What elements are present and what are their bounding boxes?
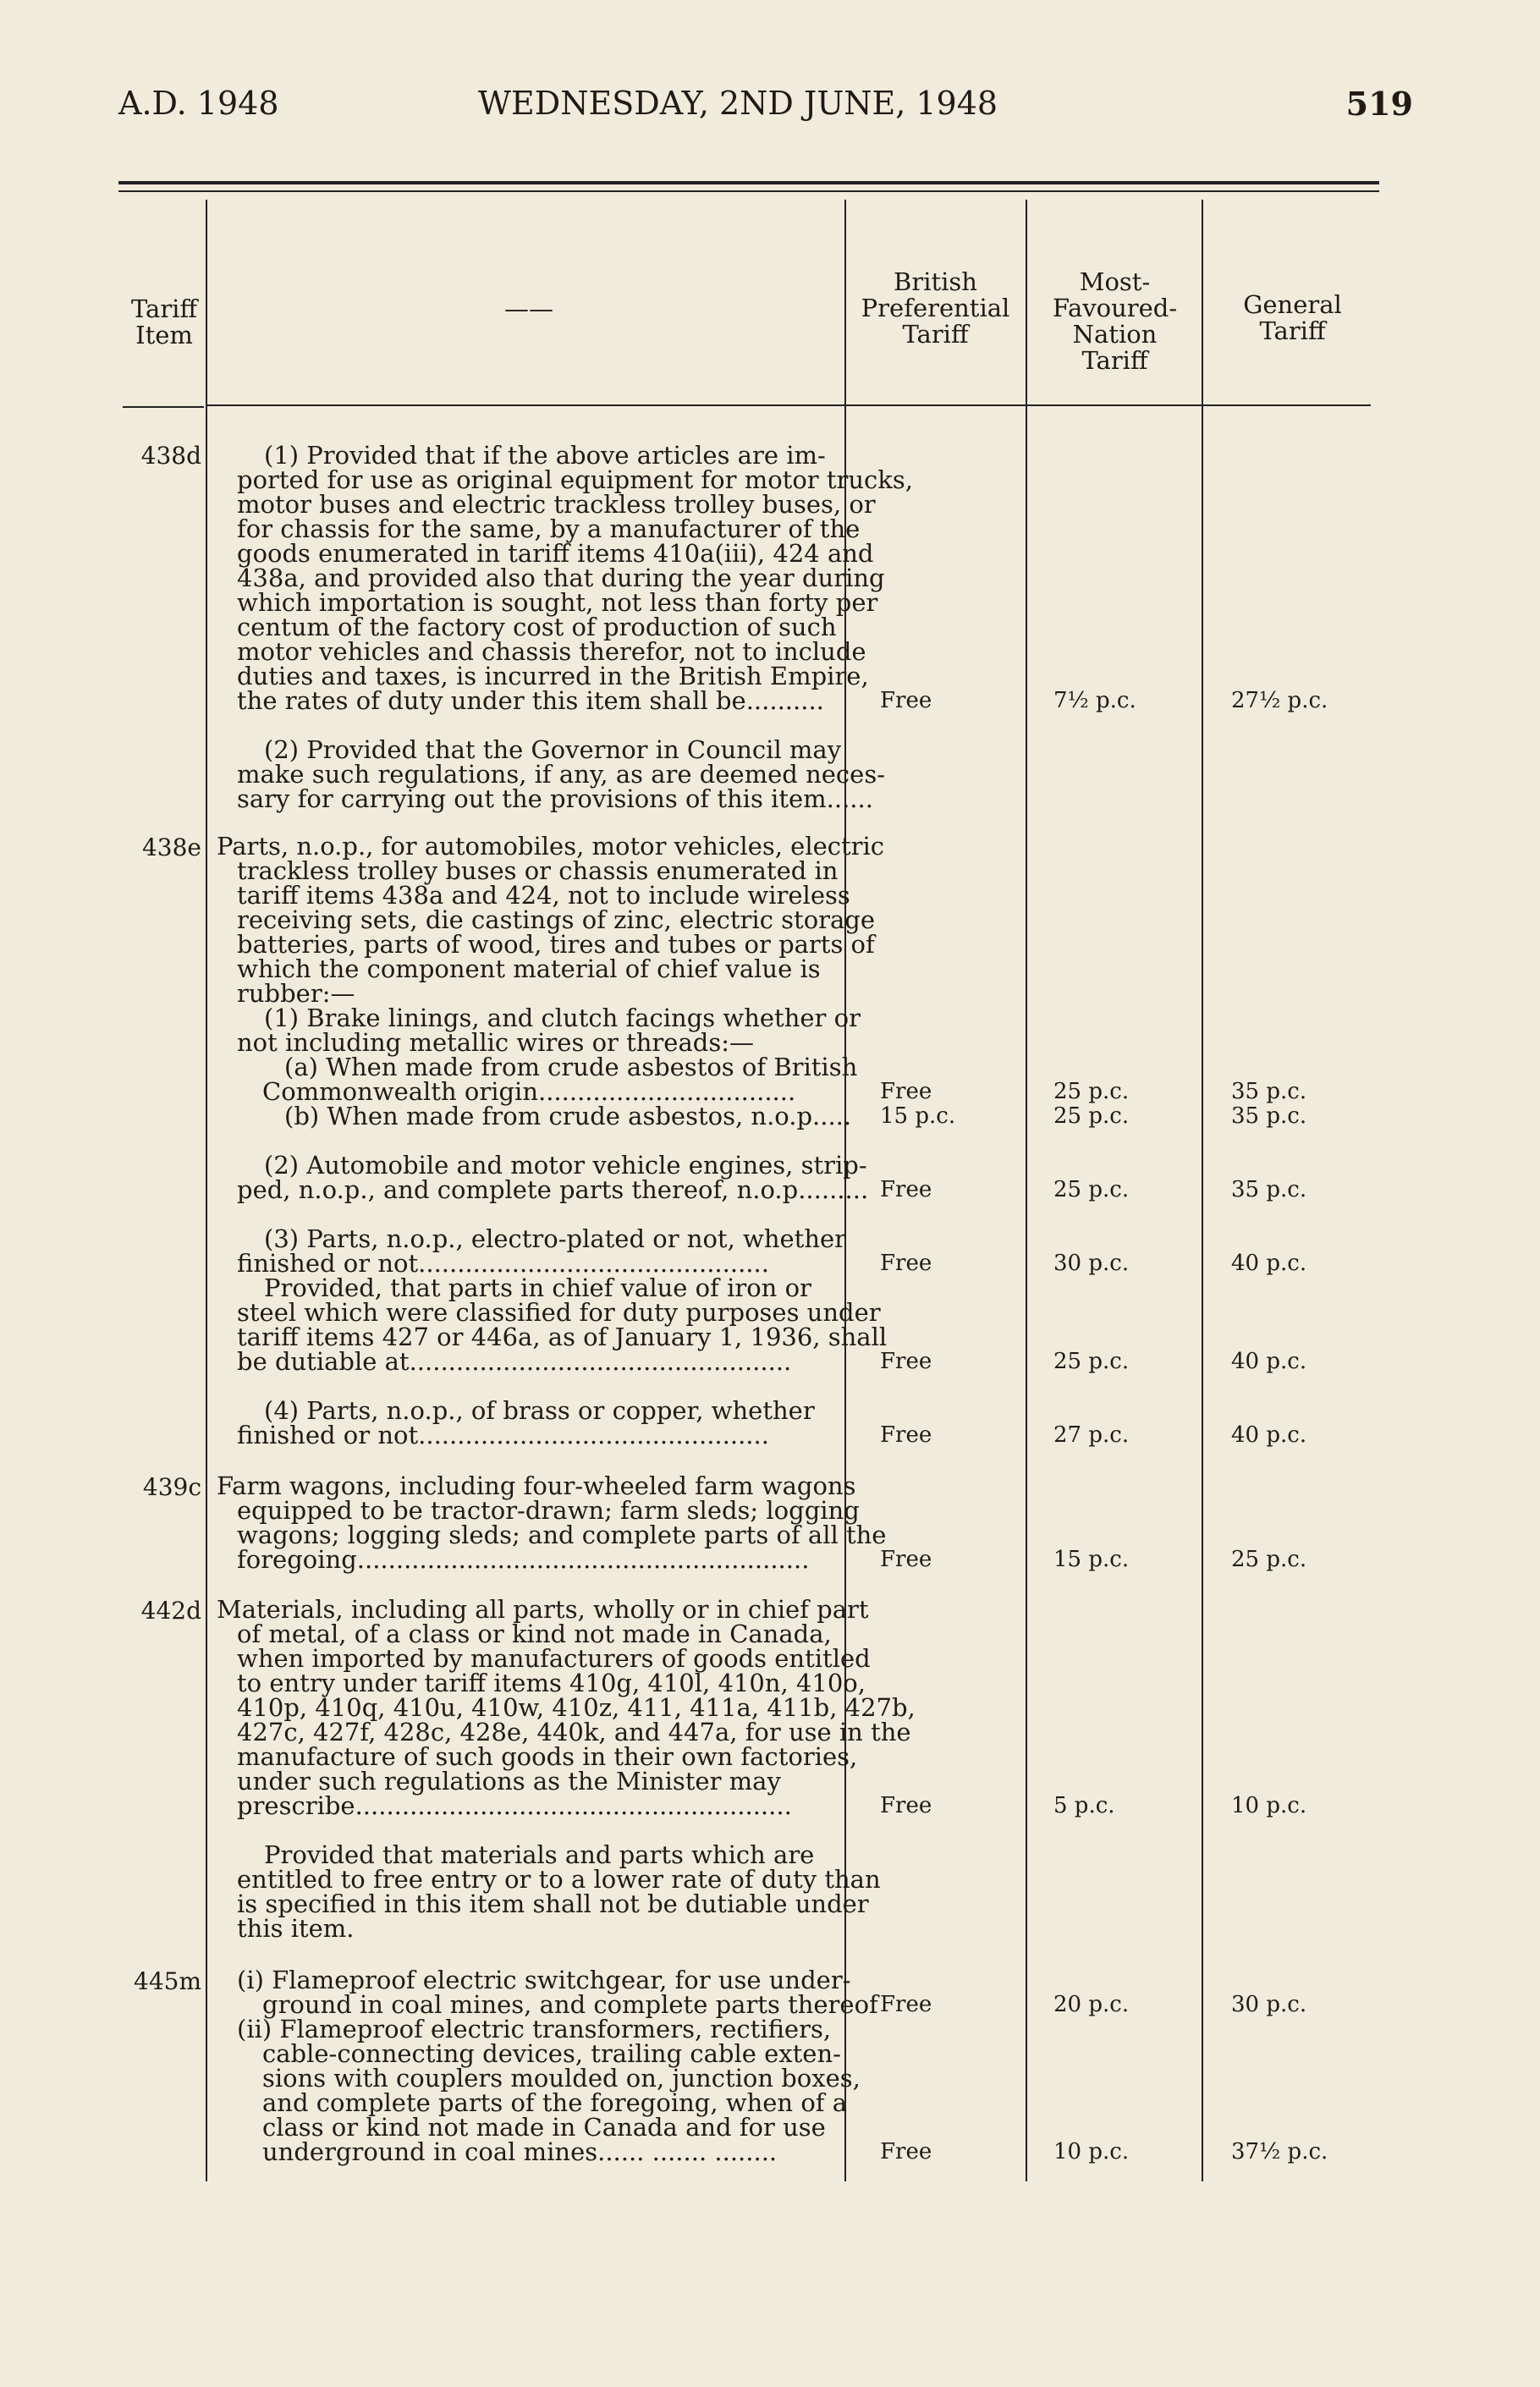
rate-general-445m-i: 30 p.c. <box>1231 1992 1307 2017</box>
page-header <box>118 85 1413 135</box>
rate-general-439c: 25 p.c. <box>1231 1547 1307 1572</box>
column-header-general: General Tariff <box>1243 290 1342 345</box>
rate-british-442d: Free <box>880 1793 932 1818</box>
rate-british-438e-a: Free <box>880 1079 932 1104</box>
rate-british-438e-4: Free <box>880 1422 932 1448</box>
line-438d-1: (1) Provided that if the above articles are im- <box>264 441 826 470</box>
line-438e-3: tariff items 438a and 424, not to include wireless <box>237 881 850 910</box>
line-438e-9: not including metallic wires or threads:— <box>237 1028 754 1057</box>
rate-general-438e-2: 35 p.c. <box>1231 1177 1307 1202</box>
column-header-description: —— <box>504 294 553 323</box>
line-445m-6: and complete parts of the foregoing, when of a <box>262 2088 848 2117</box>
line-438d-14: make such regulations, if any, as are deemed neces- <box>237 760 885 789</box>
line-438e-8: (1) Brake linings, and clutch facings whether or <box>264 1004 861 1032</box>
line-442d-9: prescribe........................................................ <box>237 1791 792 1820</box>
line-445m-2: ground in coal mines, and complete parts thereof <box>262 1990 878 2019</box>
page-number: 519 <box>1345 85 1413 123</box>
line-442d-8: under such regulations as the Minister may <box>237 1767 781 1796</box>
line-438e-4: receiving sets, die castings of zinc, electric storage <box>237 905 876 934</box>
line-438e-25: finished or not............................................. <box>237 1421 769 1449</box>
line-438d-11: the rates of duty under this item shall be.......... <box>237 686 824 715</box>
tariff-item-438e: 438e <box>141 833 201 861</box>
line-438e-17: (3) Parts, n.o.p., electro-plated or not, whether <box>264 1224 847 1253</box>
line-445m-3: (ii) Flameproof electric transformers, rectifiers, <box>237 2015 832 2043</box>
line-442d-2: of metal, of a class or kind not made in Canada, <box>237 1620 832 1648</box>
rate-mfn-438d: 7½ p.c. <box>1053 688 1136 713</box>
tariff-item-445m: 445m <box>134 1967 201 1995</box>
rate-british-445m-i: Free <box>880 1992 932 2017</box>
line-445m-7: class or kind not made in Canada and for use <box>262 2113 826 2142</box>
item-header-rule <box>123 406 204 408</box>
tariff-item-442d: 442d <box>140 1597 201 1625</box>
line-438d-2: ported for use as original equipment for motor trucks, <box>237 465 913 494</box>
line-438e-1: Parts, n.o.p., for automobiles, motor vehicles, electric <box>217 832 885 861</box>
line-442d-12: entitled to free entry or to a lower rate of duty than <box>237 1865 881 1894</box>
rate-british-438e-3: Free <box>880 1251 932 1276</box>
line-439c-4: foregoing.......................................................... <box>237 1545 810 1574</box>
line-438e-14: (2) Automobile and motor vehicle engines, strip- <box>264 1151 867 1180</box>
line-438e-11: Commonwealth origin................................. <box>262 1077 796 1106</box>
rate-british-438e-2: Free <box>880 1177 932 1202</box>
header-rule <box>207 404 1371 406</box>
rate-mfn-438e-3: 30 p.c. <box>1053 1251 1130 1276</box>
rate-general-438e-b: 35 p.c. <box>1231 1103 1307 1129</box>
line-438d-10: duties and taxes, is incurred in the British Empire, <box>237 662 869 690</box>
rate-general-438e-4: 40 p.c. <box>1231 1422 1307 1448</box>
rate-general-438e-3: 40 p.c. <box>1231 1251 1307 1276</box>
column-header-mfn: Most- Favoured- Nation Tariff <box>1052 267 1178 375</box>
line-439c-1: Farm wagons, including four-wheeled farm wagons <box>217 1471 856 1500</box>
line-438e-18: finished or not............................................. <box>237 1249 769 1278</box>
column-header-british: British Preferential Tariff <box>861 267 1010 349</box>
line-442d-1: Materials, including all parts, wholly or in chief part <box>217 1595 869 1624</box>
tariff-item-438d: 438d <box>140 442 201 470</box>
rate-mfn-438e-b: 25 p.c. <box>1053 1103 1130 1129</box>
line-442d-7: manufacture of such goods in their own factories, <box>237 1742 858 1771</box>
line-438d-3: motor buses and electric trackless trolley buses, or <box>237 490 876 519</box>
top-rule-thin <box>118 190 1379 192</box>
line-439c-3: wagons; logging sleds; and complete parts of all the <box>237 1521 887 1549</box>
line-438e-2: trackless trolley buses or chassis enumerated in <box>237 856 839 885</box>
rate-british-438d: Free <box>880 688 932 713</box>
column-header-item: Tariff Item <box>130 294 198 349</box>
line-438e-24: (4) Parts, n.o.p., of brass or copper, whether <box>264 1396 815 1425</box>
rate-mfn-445m-i: 20 p.c. <box>1053 1992 1130 2017</box>
line-442d-6: 427c, 427f, 428c, 428e, 440k, and 447a, for use in the <box>237 1718 911 1746</box>
line-438e-6: which the component material of chief value is <box>237 954 821 983</box>
line-438e-19: Provided, that parts in chief value of iron or <box>264 1273 811 1302</box>
line-445m-8: underground in coal mines...... ....... ........ <box>262 2137 778 2166</box>
line-438e-22: be dutiable at................................................. <box>237 1347 792 1376</box>
column-divider-mfn <box>1202 200 1203 2181</box>
line-442d-4: to entry under tariff items 410g, 410l, 410n, 410o, <box>237 1669 866 1697</box>
line-438e-7: rubber:— <box>237 979 355 1008</box>
line-438d-13: (2) Provided that the Governor in Council may <box>264 735 842 764</box>
line-438d-9: motor vehicles and chassis therefor, not to include <box>237 637 866 666</box>
line-438d-8: centum of the factory cost of production of such <box>237 613 837 641</box>
rate-general-438e-proviso: 40 p.c. <box>1231 1349 1307 1374</box>
column-divider-british <box>1026 200 1027 2181</box>
rate-mfn-445m-ii: 10 p.c. <box>1053 2139 1130 2164</box>
line-438d-6: 438a, and provided also that during the year during <box>237 564 885 592</box>
line-438e-10: (a) When made from crude asbestos of British <box>284 1053 858 1081</box>
line-445m-5: sions with couplers moulded on, junction boxes, <box>262 2064 861 2093</box>
column-divider-item <box>206 200 207 2181</box>
rate-mfn-438e-2: 25 p.c. <box>1053 1177 1130 1202</box>
line-442d-3: when imported by manufacturers of goods entitled <box>237 1644 871 1673</box>
rate-british-438e-b: 15 p.c. <box>880 1103 956 1129</box>
rate-general-438e-a: 35 p.c. <box>1231 1079 1307 1104</box>
line-439c-2: equipped to be tractor-drawn; farm sleds; logging <box>237 1496 860 1525</box>
rate-general-445m-ii: 37½ p.c. <box>1231 2139 1328 2164</box>
line-442d-11: Provided that materials and parts which are <box>264 1840 815 1869</box>
line-445m-1: (i) Flameproof electric switchgear, for use under- <box>237 1966 851 1994</box>
header-title: WEDNESDAY, 2ND JUNE, 1948 <box>478 85 998 122</box>
line-438e-5: batteries, parts of wood, tires and tubes or parts of <box>237 930 875 959</box>
line-438e-12: (b) When made from crude asbestos, n.o.p..... <box>284 1102 852 1130</box>
line-438d-5: goods enumerated in tariff items 410a(iii), 424 and <box>237 539 874 568</box>
line-442d-5: 410p, 410q, 410u, 410w, 410z, 411, 411a, 411b, 427b, <box>237 1693 916 1722</box>
line-438e-15: ped, n.o.p., and complete parts thereof, n.o.p......... <box>237 1175 869 1204</box>
line-438e-20: steel which were classified for duty purposes under <box>237 1298 881 1327</box>
rate-british-439c: Free <box>880 1547 932 1572</box>
rate-mfn-438e-proviso: 25 p.c. <box>1053 1349 1130 1374</box>
tariff-item-439c: 439c <box>142 1473 201 1501</box>
line-438d-15: sary for carrying out the provisions of this item...... <box>237 784 873 813</box>
header-date: A.D. 1948 <box>118 85 279 122</box>
rate-general-438d: 27½ p.c. <box>1231 688 1328 713</box>
line-442d-14: this item. <box>237 1914 355 1943</box>
line-438e-21: tariff items 427 or 446a, as of January 1, 1936, shall <box>237 1323 888 1351</box>
rate-british-438e-proviso: Free <box>880 1349 932 1374</box>
rate-mfn-439c: 15 p.c. <box>1053 1547 1130 1572</box>
line-445m-4: cable-connecting devices, trailing cable exten- <box>262 2039 841 2068</box>
top-rule-thick <box>118 181 1379 184</box>
rate-mfn-438e-4: 27 p.c. <box>1053 1422 1130 1448</box>
rate-general-442d: 10 p.c. <box>1231 1793 1307 1818</box>
line-438d-7: which importation is sought, not less than forty per <box>237 588 878 617</box>
rate-mfn-438e-a: 25 p.c. <box>1053 1079 1130 1104</box>
line-438d-4: for chassis for the same, by a manufacturer of the <box>237 514 861 543</box>
rate-mfn-442d: 5 p.c. <box>1053 1793 1115 1818</box>
line-442d-13: is specified in this item shall not be dutiable under <box>237 1889 869 1918</box>
rate-british-445m-ii: Free <box>880 2139 932 2164</box>
